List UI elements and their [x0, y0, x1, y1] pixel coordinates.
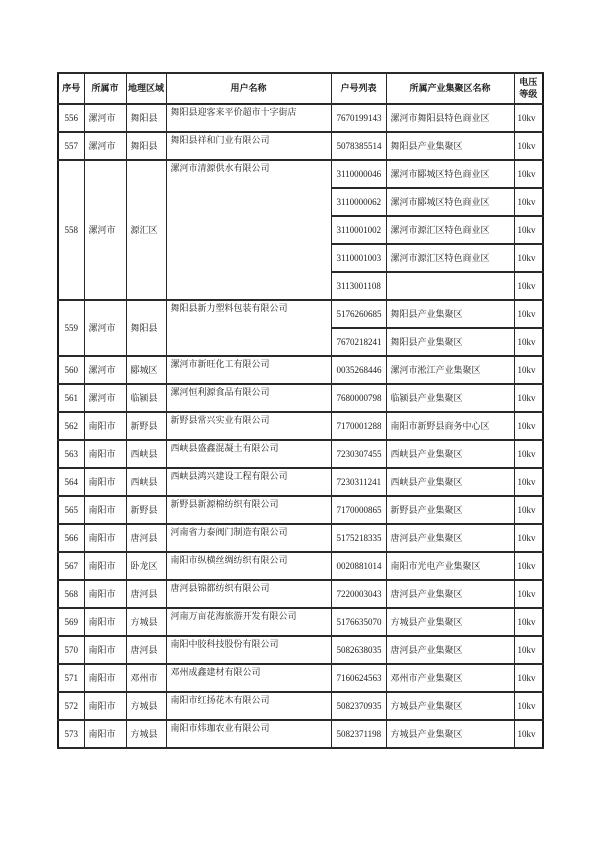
- cell-voltage: 10kv: [514, 132, 543, 160]
- cell-account-number: 7670218241: [331, 328, 386, 356]
- cell-account-number: 7220003043: [331, 580, 386, 608]
- cell-voltage: 10kv: [514, 608, 543, 636]
- cell-region: 新野县: [126, 412, 166, 440]
- cell-user-name: 新野县常兴实业有限公司: [166, 412, 331, 440]
- table-row: [58, 384, 543, 412]
- cell-account-number: 3113001108: [331, 272, 386, 300]
- table-row: [58, 608, 543, 636]
- cell-voltage: 10kv: [514, 468, 543, 496]
- cell-serial: 571: [58, 664, 84, 692]
- cell-cluster-name: 方城县产业集聚区: [386, 692, 514, 720]
- cell-cluster-name: 唐河县产业集聚区: [386, 636, 514, 664]
- cell-account-number: 3110001002: [331, 216, 386, 244]
- table-row: [58, 636, 543, 664]
- col-header-user: 用户名称: [166, 73, 331, 104]
- cell-city: 漯河市: [84, 300, 126, 356]
- cell-city: 南阳市: [84, 636, 126, 664]
- cell-account-number: 3110000062: [331, 188, 386, 216]
- cell-serial: 572: [58, 692, 84, 720]
- cell-account-number: 7170001288: [331, 412, 386, 440]
- cell-user-name: 河南万亩花海旅游开发有限公司: [166, 608, 331, 636]
- cell-account-number: 0035268446: [331, 356, 386, 384]
- cell-serial: 565: [58, 496, 84, 524]
- table-row: [58, 468, 543, 496]
- cell-region: 郾城区: [126, 356, 166, 384]
- cell-region: 邓州市: [126, 664, 166, 692]
- cell-voltage: 10kv: [514, 244, 543, 272]
- cell-region: 舞阳县: [126, 132, 166, 160]
- cell-serial: 557: [58, 132, 84, 160]
- cell-cluster-name: 西峡县产业集聚区: [386, 468, 514, 496]
- cell-voltage: 10kv: [514, 636, 543, 664]
- cell-user-name: 河南省力泰阀门制造有限公司: [166, 524, 331, 552]
- cell-voltage: 10kv: [514, 552, 543, 580]
- cell-region: 唐河县: [126, 524, 166, 552]
- table-row: [58, 132, 543, 160]
- cell-cluster-name: 西峡县产业集聚区: [386, 440, 514, 468]
- cell-region: 舞阳县: [126, 300, 166, 356]
- cell-voltage: 10kv: [514, 104, 543, 132]
- cell-region: 卧龙区: [126, 552, 166, 580]
- cell-voltage: 10kv: [514, 496, 543, 524]
- cell-user-name: 新野县新源棉纺织有限公司: [166, 496, 331, 524]
- cell-user-name: 舞阳县新力塑料包装有限公司: [166, 300, 331, 356]
- table-row: [58, 440, 543, 468]
- col-header-city: 所属市: [84, 73, 126, 104]
- cell-cluster-name: 方城县产业集聚区: [386, 720, 514, 748]
- cell-city: 南阳市: [84, 412, 126, 440]
- cell-voltage: 10kv: [514, 692, 543, 720]
- cell-account-number: 7170000865: [331, 496, 386, 524]
- cell-voltage: 10kv: [514, 272, 543, 300]
- table-row: [58, 580, 543, 608]
- cell-city: 漯河市: [84, 104, 126, 132]
- cell-cluster-name: 漯河市源汇区特色商业区: [386, 216, 514, 244]
- cell-cluster-name: 唐河县产业集聚区: [386, 524, 514, 552]
- cell-cluster-name: 漯河市郾城区特色商业区: [386, 160, 514, 188]
- cell-account-number: 5176635070: [331, 608, 386, 636]
- cell-city: 南阳市: [84, 664, 126, 692]
- cell-serial: 566: [58, 524, 84, 552]
- cell-user-name: 南阳中胶科技股份有限公司: [166, 636, 331, 664]
- table-row: [58, 300, 543, 328]
- cell-voltage: 10kv: [514, 216, 543, 244]
- cell-region: 源汇区: [126, 160, 166, 300]
- cell-account-number: 7670199143: [331, 104, 386, 132]
- col-header-voltage: 电压等级: [514, 73, 543, 104]
- cell-cluster-name: 漯河市舞阳县特色商业区: [386, 104, 514, 132]
- cell-user-name: 唐河县锦都纺织有限公司: [166, 580, 331, 608]
- cell-user-name: 舞阳县祥和门业有限公司: [166, 132, 331, 160]
- table-row: [58, 496, 543, 524]
- cell-region: 舞阳县: [126, 104, 166, 132]
- cell-serial: 568: [58, 580, 84, 608]
- cell-user-name: 南阳市纵横丝绸纺织有限公司: [166, 552, 331, 580]
- cell-city: 南阳市: [84, 608, 126, 636]
- table-row: [58, 552, 543, 580]
- cell-cluster-name: 临颍县产业集聚区: [386, 384, 514, 412]
- cell-city: 漯河市: [84, 384, 126, 412]
- table-row: [58, 104, 543, 132]
- cell-account-number: 3110001003: [331, 244, 386, 272]
- cell-voltage: 10kv: [514, 720, 543, 748]
- col-header-region: 地理区域: [126, 73, 166, 104]
- cell-region: 新野县: [126, 496, 166, 524]
- table-row: [58, 664, 543, 692]
- cell-voltage: 10kv: [514, 524, 543, 552]
- cell-user-name: 邓州成鑫建材有限公司: [166, 664, 331, 692]
- cell-account-number: 5082638035: [331, 636, 386, 664]
- cell-city: 漯河市: [84, 132, 126, 160]
- cell-account-number: 5078385514: [331, 132, 386, 160]
- cell-cluster-name: 方城县产业集聚区: [386, 608, 514, 636]
- cell-user-name: 南阳市红扬花木有限公司: [166, 692, 331, 720]
- cell-serial: 559: [58, 300, 84, 356]
- cell-cluster-name: 漯河市郾城区特色商业区: [386, 188, 514, 216]
- cell-city: 南阳市: [84, 524, 126, 552]
- cell-serial: 560: [58, 356, 84, 384]
- cell-user-name: 漯河市清源供水有限公司: [166, 160, 331, 300]
- cell-user-name: 漯河恒利源食品有限公司: [166, 384, 331, 412]
- cell-user-name: 舞阳县迎客来平价超市十字街店: [166, 104, 331, 132]
- cell-cluster-name: 舞阳县产业集聚区: [386, 328, 514, 356]
- cell-serial: 556: [58, 104, 84, 132]
- cell-account-number: 7230307455: [331, 440, 386, 468]
- cell-account-number: 5175218335: [331, 524, 386, 552]
- cell-cluster-name: 新野县产业集聚区: [386, 496, 514, 524]
- cell-serial: 570: [58, 636, 84, 664]
- cell-city: 南阳市: [84, 496, 126, 524]
- cell-serial: 569: [58, 608, 84, 636]
- cell-serial: 573: [58, 720, 84, 748]
- cell-city: 南阳市: [84, 720, 126, 748]
- cell-serial: 561: [58, 384, 84, 412]
- cell-region: 方城县: [126, 692, 166, 720]
- cell-voltage: 10kv: [514, 440, 543, 468]
- cell-serial: 562: [58, 412, 84, 440]
- cell-account-number: 5082370935: [331, 692, 386, 720]
- cell-user-name: 西峡县鸿兴建设工程有限公司: [166, 468, 331, 496]
- col-header-serial: 序号: [58, 73, 84, 104]
- cell-user-name: 西峡县盛鑫混凝土有限公司: [166, 440, 331, 468]
- table-body: [58, 104, 543, 748]
- cell-voltage: 10kv: [514, 328, 543, 356]
- cell-account-number: 0020881014: [331, 552, 386, 580]
- col-header-cluster: 所属产业集聚区名称: [386, 73, 514, 104]
- cell-account-number: 7680000798: [331, 384, 386, 412]
- cell-city: 南阳市: [84, 552, 126, 580]
- cell-region: 临颍县: [126, 384, 166, 412]
- table-row: [58, 412, 543, 440]
- table-header: [58, 73, 543, 104]
- cell-region: 西峡县: [126, 468, 166, 496]
- table-row: [58, 356, 543, 384]
- cell-user-name: 南阳市炜珈农业有限公司: [166, 720, 331, 748]
- cell-voltage: 10kv: [514, 356, 543, 384]
- cell-voltage: 10kv: [514, 300, 543, 328]
- cell-account-number: 7160624563: [331, 664, 386, 692]
- header-row: [58, 73, 543, 104]
- table-row: [58, 524, 543, 552]
- cell-city: 南阳市: [84, 440, 126, 468]
- cell-region: 西峡县: [126, 440, 166, 468]
- cell-serial: 564: [58, 468, 84, 496]
- cell-cluster-name: 唐河县产业集聚区: [386, 580, 514, 608]
- cell-voltage: 10kv: [514, 412, 543, 440]
- cell-account-number: 5082371198: [331, 720, 386, 748]
- cell-cluster-name: 漯河市源汇区特色商业区: [386, 244, 514, 272]
- cell-voltage: 10kv: [514, 580, 543, 608]
- cell-voltage: 10kv: [514, 160, 543, 188]
- cell-cluster-name: 南阳市新野县商务中心区: [386, 412, 514, 440]
- cell-city: 南阳市: [84, 468, 126, 496]
- cell-voltage: 10kv: [514, 664, 543, 692]
- table-row: [58, 160, 543, 188]
- cell-account-number: 5176260685: [331, 300, 386, 328]
- cell-region: 唐河县: [126, 636, 166, 664]
- cell-user-name: 漯河市新旺化工有限公司: [166, 356, 331, 384]
- user-table: [57, 72, 544, 749]
- cell-cluster-name: 舞阳县产业集聚区: [386, 300, 514, 328]
- cell-account-number: 3110000046: [331, 160, 386, 188]
- cell-cluster-name: 南阳市光电产业集聚区: [386, 552, 514, 580]
- cell-cluster-name: 舞阳县产业集聚区: [386, 132, 514, 160]
- cell-cluster-name: [386, 272, 514, 300]
- table-row: [58, 692, 543, 720]
- cell-serial: 558: [58, 160, 84, 300]
- cell-serial: 563: [58, 440, 84, 468]
- cell-city: 南阳市: [84, 580, 126, 608]
- cell-city: 漯河市: [84, 356, 126, 384]
- cell-city: 南阳市: [84, 692, 126, 720]
- cell-voltage: 10kv: [514, 384, 543, 412]
- cell-voltage: 10kv: [514, 188, 543, 216]
- cell-account-number: 7230311241: [331, 468, 386, 496]
- cell-cluster-name: 邓州市产业集聚区: [386, 664, 514, 692]
- cell-region: 方城县: [126, 608, 166, 636]
- cell-cluster-name: 漯河市淞江产业集聚区: [386, 356, 514, 384]
- cell-serial: 567: [58, 552, 84, 580]
- cell-city: 漯河市: [84, 160, 126, 300]
- cell-region: 方城县: [126, 720, 166, 748]
- col-header-account: 户号列表: [331, 73, 386, 104]
- cell-region: 唐河县: [126, 580, 166, 608]
- table-row: [58, 720, 543, 748]
